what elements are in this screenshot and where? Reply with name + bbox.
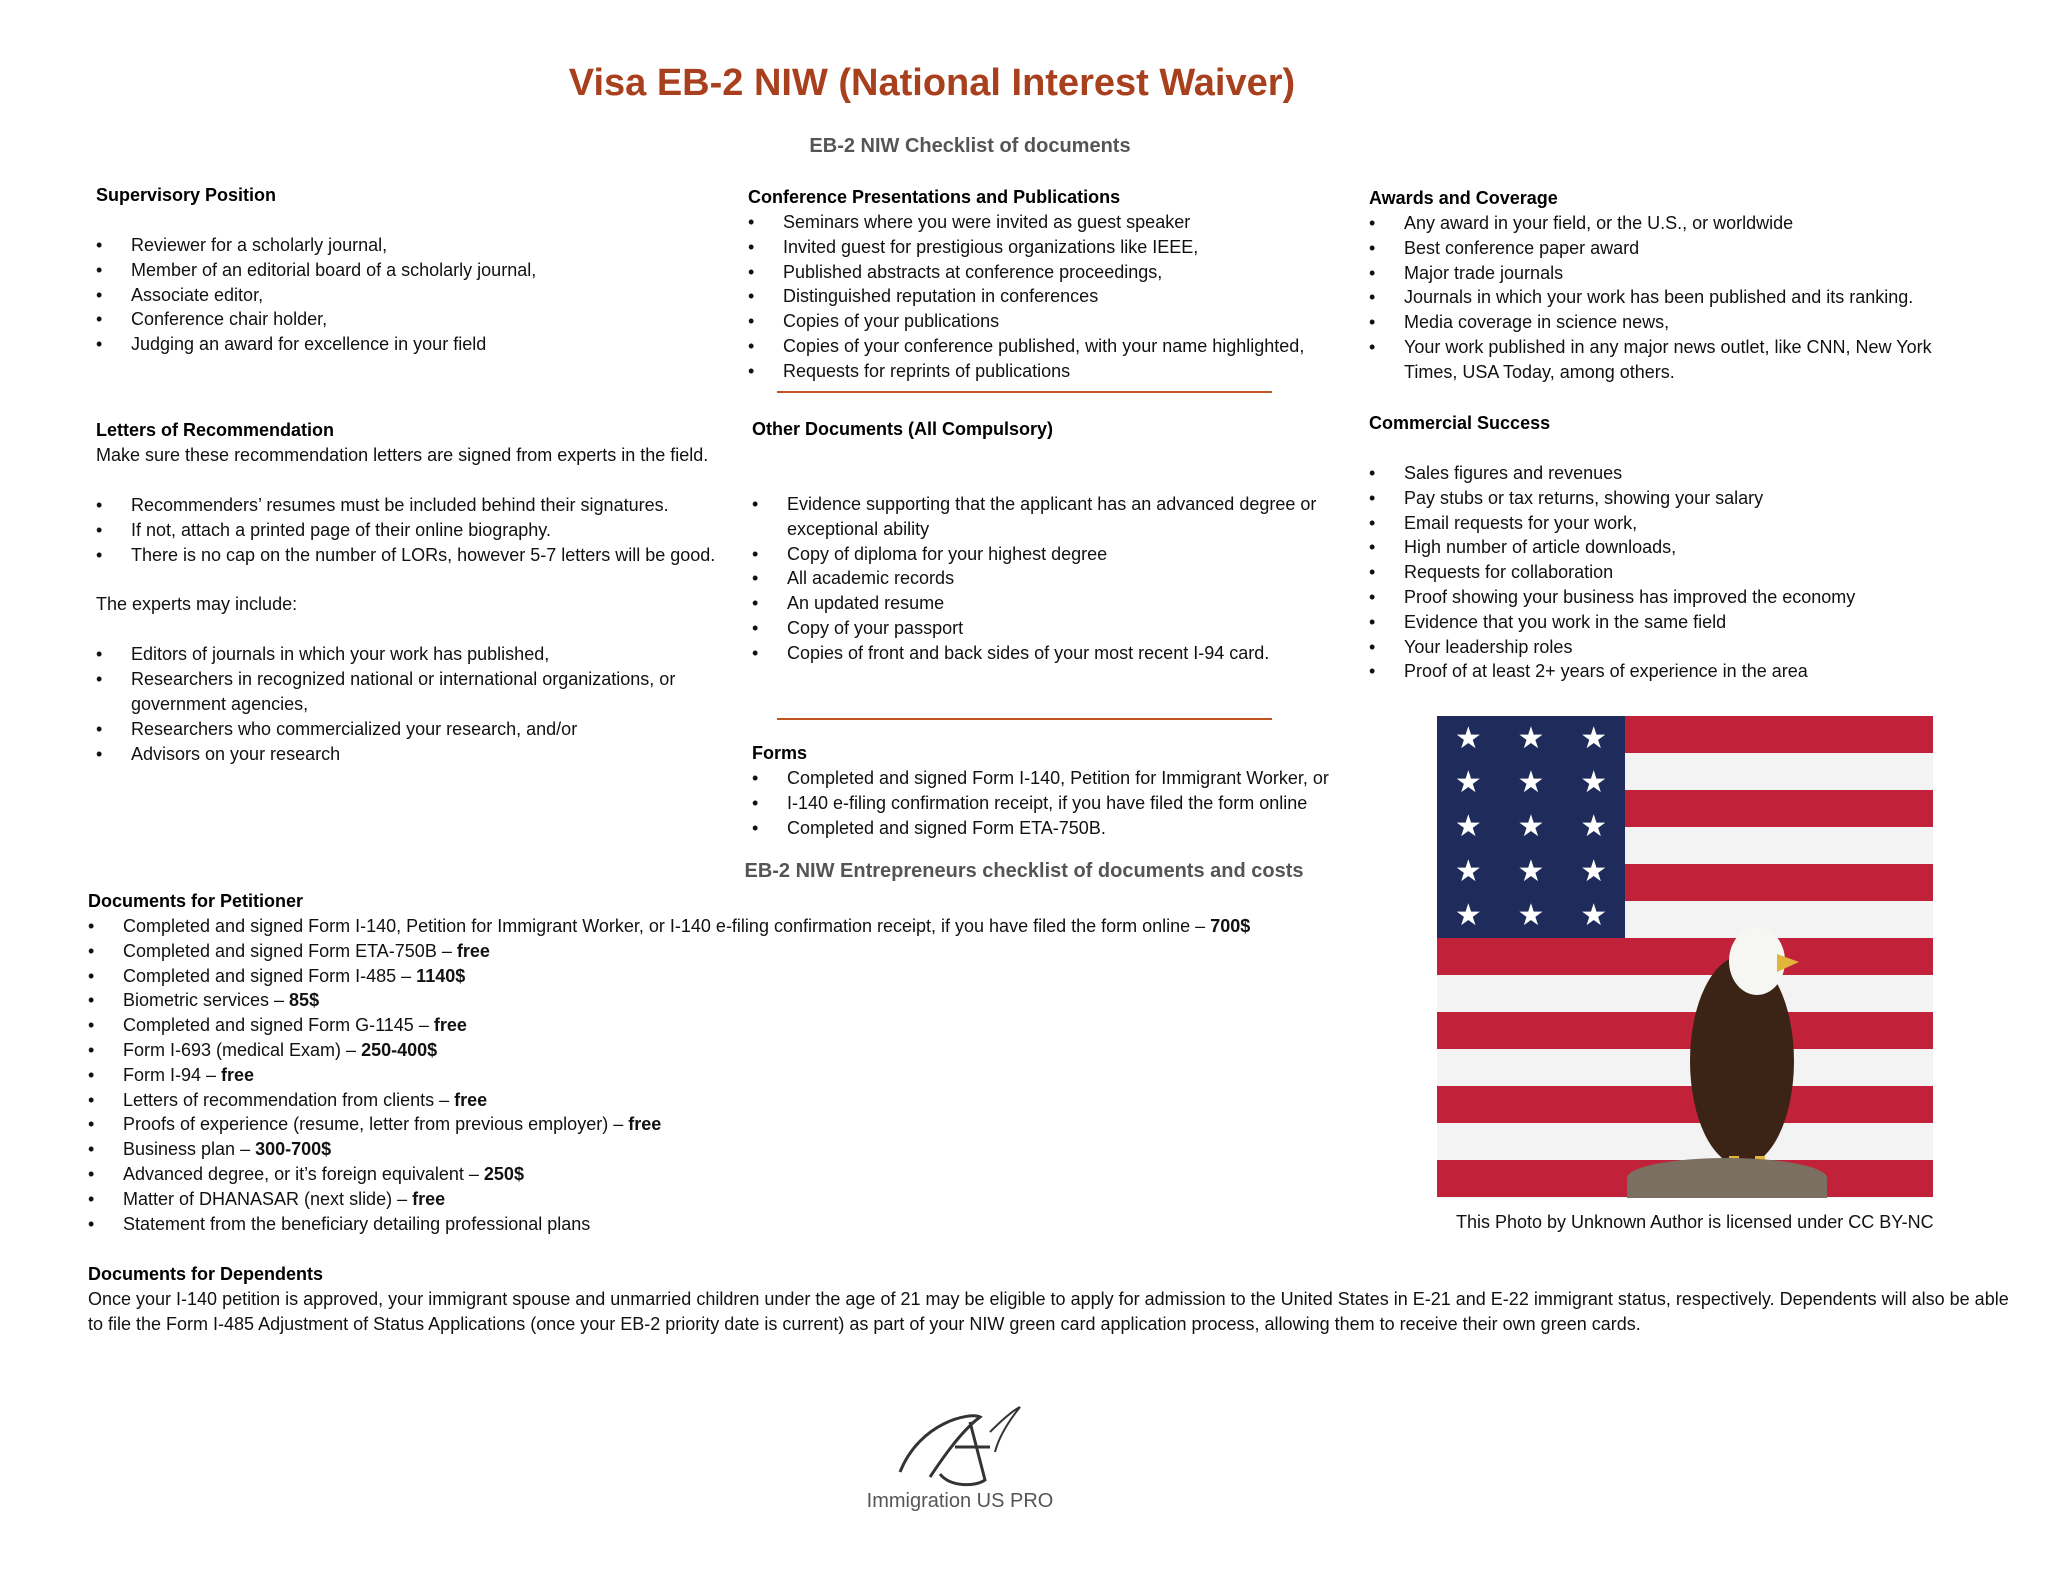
list-item: • Copy of diploma for your highest degree [752,542,1352,567]
awards-list [1369,211,1979,385]
star-icon: ★ [1517,810,1545,844]
other-documents-heading: Other Documents (All Compulsory) [752,419,1054,439]
conference-heading: Conference Presentations and Publications [748,187,1121,207]
cost-item-text: Completed and signed Form ETA-750B – [123,940,457,961]
cost-value: 300-700$ [255,1139,332,1160]
list-item: • Invited guest for prestigious organizations like IEEE, [748,235,1368,260]
supervisory-heading: Supervisory Position [96,185,277,205]
cost-item-text: Form I-94 – [123,1064,222,1085]
list-item: • There is no cap on the number of LORs, however 5-7 letters will be good. [96,543,726,568]
list-item: • Distinguished reputation in conferences [748,284,1368,309]
divider-1 [777,391,1272,393]
cost-item [88,914,1488,939]
commercial-section [1369,411,1969,684]
cost-item [88,1063,1488,1088]
cost-item-text: Biometric services – [123,990,290,1011]
checklist-subtitle: EB-2 NIW Checklist of documents [809,135,1131,157]
photo-caption: This Photo by Unknown Author is licensed under CC BY-NC [1456,1212,1934,1232]
list-item: • Recommenders’ resumes must be included behind their signatures. [96,493,726,518]
dependents-text: Once your I-140 petition is approved, your immigrant spouse and unmarried children under the age of 21 may be eligible to apply for admission to the United States in E-21 and E-22 immigrant status, respectively. Dependents will also be able to file the Form I-485 Adjustment of Status Applications (once your EB-2 priority date is current) as part of your NIW green card application process, allowing them to receive their own green cards. [88,1289,2009,1334]
star-icon: ★ [1454,810,1482,844]
petitioner-section [88,889,1488,1236]
cost-item [88,1013,1488,1038]
star-icon: ★ [1580,810,1608,844]
experts-intro: The experts may include: [96,594,298,615]
logo-monogram-icon [860,1402,1060,1492]
list-item: • Judging an award for excellence in your field [96,332,736,357]
star-icon: ★ [1454,721,1482,755]
letters-intro: Make sure these recommendation letters are signed from experts in the field. [96,445,709,465]
list-item: • Copies of your conference published, with your name highlighted, [748,334,1368,359]
cost-item [88,1187,1488,1212]
cost-item-text: Completed and signed Form G-1145 – [123,1015,434,1036]
list-item: • All academic records [752,566,1352,591]
list-item: • Completed and signed Form ETA-750B. [752,816,1392,841]
conference-section [748,185,1368,384]
star-icon: ★ [1454,899,1482,933]
list-item: • Proof showing your business has improved the economy [1369,585,1969,610]
flag-eagle-photo [1437,716,1933,1198]
list-item: • An updated resume [752,591,1352,616]
list-item: • Advisors on your research [96,742,726,767]
list-item: • High number of article downloads, [1369,535,1969,560]
star-icon: ★ [1517,721,1545,755]
list-item: • Requests for reprints of publications [748,359,1368,384]
company-logo [860,1402,1060,1522]
eagle-icon [1437,716,1933,1198]
list-item: • Associate editor, [96,283,736,308]
entrepreneurs-subtitle: EB-2 NIW Entrepreneurs checklist of documents and costs [744,860,1304,882]
cost-item [88,1137,1488,1162]
cost-value: 1140$ [416,965,466,986]
awards-heading: Awards and Coverage [1369,188,1558,208]
cost-value: 700$ [1210,916,1251,936]
cost-item-text: Statement from the beneficiary detailing professional plans [123,1213,591,1234]
commercial-heading: Commercial Success [1369,413,1551,433]
star-icon: ★ [1580,721,1608,755]
cost-item-text: Form I-693 (medical Exam) – [123,1039,362,1060]
cost-item-text: Letters of recommendation from clients – [123,1089,455,1110]
cost-value: 250-400$ [361,1039,438,1060]
cost-item [88,1162,1488,1187]
list-item: • Copies of your publications [748,309,1368,334]
list-item: • If not, attach a printed page of their online biography. [96,518,726,543]
cost-item [88,964,1488,989]
logo-text: Immigration US PRO [866,1490,1054,1512]
other-documents-list [752,492,1352,666]
petitioner-list [88,914,1488,1236]
letters-list [96,493,726,567]
cost-item [88,1088,1488,1113]
dependents-section [88,1262,2020,1337]
cost-item-text: Completed and signed Form I-485 – [123,965,417,986]
cost-item-text: Proofs of experience (resume, letter from previous employer) – [123,1114,629,1135]
list-item: • Best conference paper award [1369,236,1979,261]
list-item: • Media coverage in science news, [1369,310,1979,335]
forms-list [752,766,1392,840]
list-item: • Any award in your field, or the U.S., or worldwide [1369,211,1979,236]
divider-2 [777,718,1272,720]
list-item: • Researchers in recognized national or international organizations, or government agencies, [96,667,726,717]
list-item: • Email requests for your work, [1369,511,1969,536]
list-item: • Editors of journals in which your work has published, [96,642,726,667]
star-icon: ★ [1580,854,1608,888]
cost-item [88,1212,1488,1237]
star-icon: ★ [1580,766,1608,800]
list-item: • Requests for collaboration [1369,560,1969,585]
list-item: • Copies of front and back sides of your most recent I-94 card. [752,641,1352,666]
list-item: • Your work published in any major news outlet, like CNN, New York Times, USA Today, among others. [1369,335,1979,385]
cost-value: free [412,1188,446,1209]
list-item: • Seminars where you were invited as guest speaker [748,210,1368,235]
list-item: • Sales figures and revenues [1369,461,1969,486]
cost-item [88,1038,1488,1063]
star-icon: ★ [1517,899,1545,933]
list-item: • I-140 e-filing confirmation receipt, if you have filed the form online [752,791,1392,816]
list-item: • Journals in which your work has been published and its ranking. [1369,285,1979,310]
conference-list [748,210,1368,384]
list-item: • Published abstracts at conference proceedings, [748,260,1368,285]
letters-section [96,418,726,766]
list-item: • Reviewer for a scholarly journal, [96,233,736,258]
cost-item-text: Advanced degree, or it’s foreign equivalent – [123,1163,484,1184]
star-icon: ★ [1580,899,1608,933]
cost-item-text: Completed and signed Form I-140, Petition for Immigrant Worker, or I-140 e-filing confirmation receipt, if you have filed the form online – [123,916,1211,936]
cost-item-text: Matter of DHANASAR (next slide) – [123,1188,413,1209]
list-item: • Evidence supporting that the applicant has an advanced degree or exceptional ability [752,492,1352,542]
cost-value: free [433,1015,467,1036]
list-item: • Proof of at least 2+ years of experience in the area [1369,659,1969,684]
other-documents-section [752,417,1352,666]
supervisory-section [96,183,736,357]
star-icon: ★ [1517,854,1545,888]
forms-heading: Forms [752,743,808,763]
list-item: • Major trade journals [1369,261,1979,286]
supervisory-list [96,233,736,357]
page-title: Visa EB-2 NIW (National Interest Waiver) [568,62,1296,104]
commercial-list [1369,461,1969,684]
cost-item [88,939,1488,964]
list-item: • Your leadership roles [1369,635,1969,660]
cost-item-text: Business plan – [123,1139,256,1160]
awards-section [1369,186,1979,385]
petitioner-heading: Documents for Petitioner [88,891,304,911]
rock-shape [1627,1158,1827,1198]
cost-item [88,1112,1488,1137]
list-item: • Researchers who commercialized your research, and/or [96,717,726,742]
list-item: • Pay stubs or tax returns, showing your salary [1369,486,1969,511]
cost-value: 250$ [483,1163,524,1184]
list-item: • Conference chair holder, [96,307,736,332]
cost-item [88,988,1488,1013]
list-item: • Copy of your passport [752,616,1352,641]
star-icon: ★ [1517,766,1545,800]
cost-value: 85$ [289,990,320,1011]
list-item: • Evidence that you work in the same field [1369,610,1969,635]
cost-value: free [221,1064,255,1085]
letters-heading: Letters of Recommendation [96,420,335,440]
list-item: • Completed and signed Form I-140, Petition for Immigrant Worker, or [752,766,1392,791]
list-item: • Member of an editorial board of a scholarly journal, [96,258,736,283]
cost-value: free [454,1089,488,1110]
dependents-heading: Documents for Dependents [88,1264,324,1284]
star-icon: ★ [1454,854,1482,888]
forms-section [752,741,1392,840]
star-icon: ★ [1454,766,1482,800]
cost-value: free [456,940,490,961]
cost-value: free [628,1114,662,1135]
experts-list [96,642,726,766]
